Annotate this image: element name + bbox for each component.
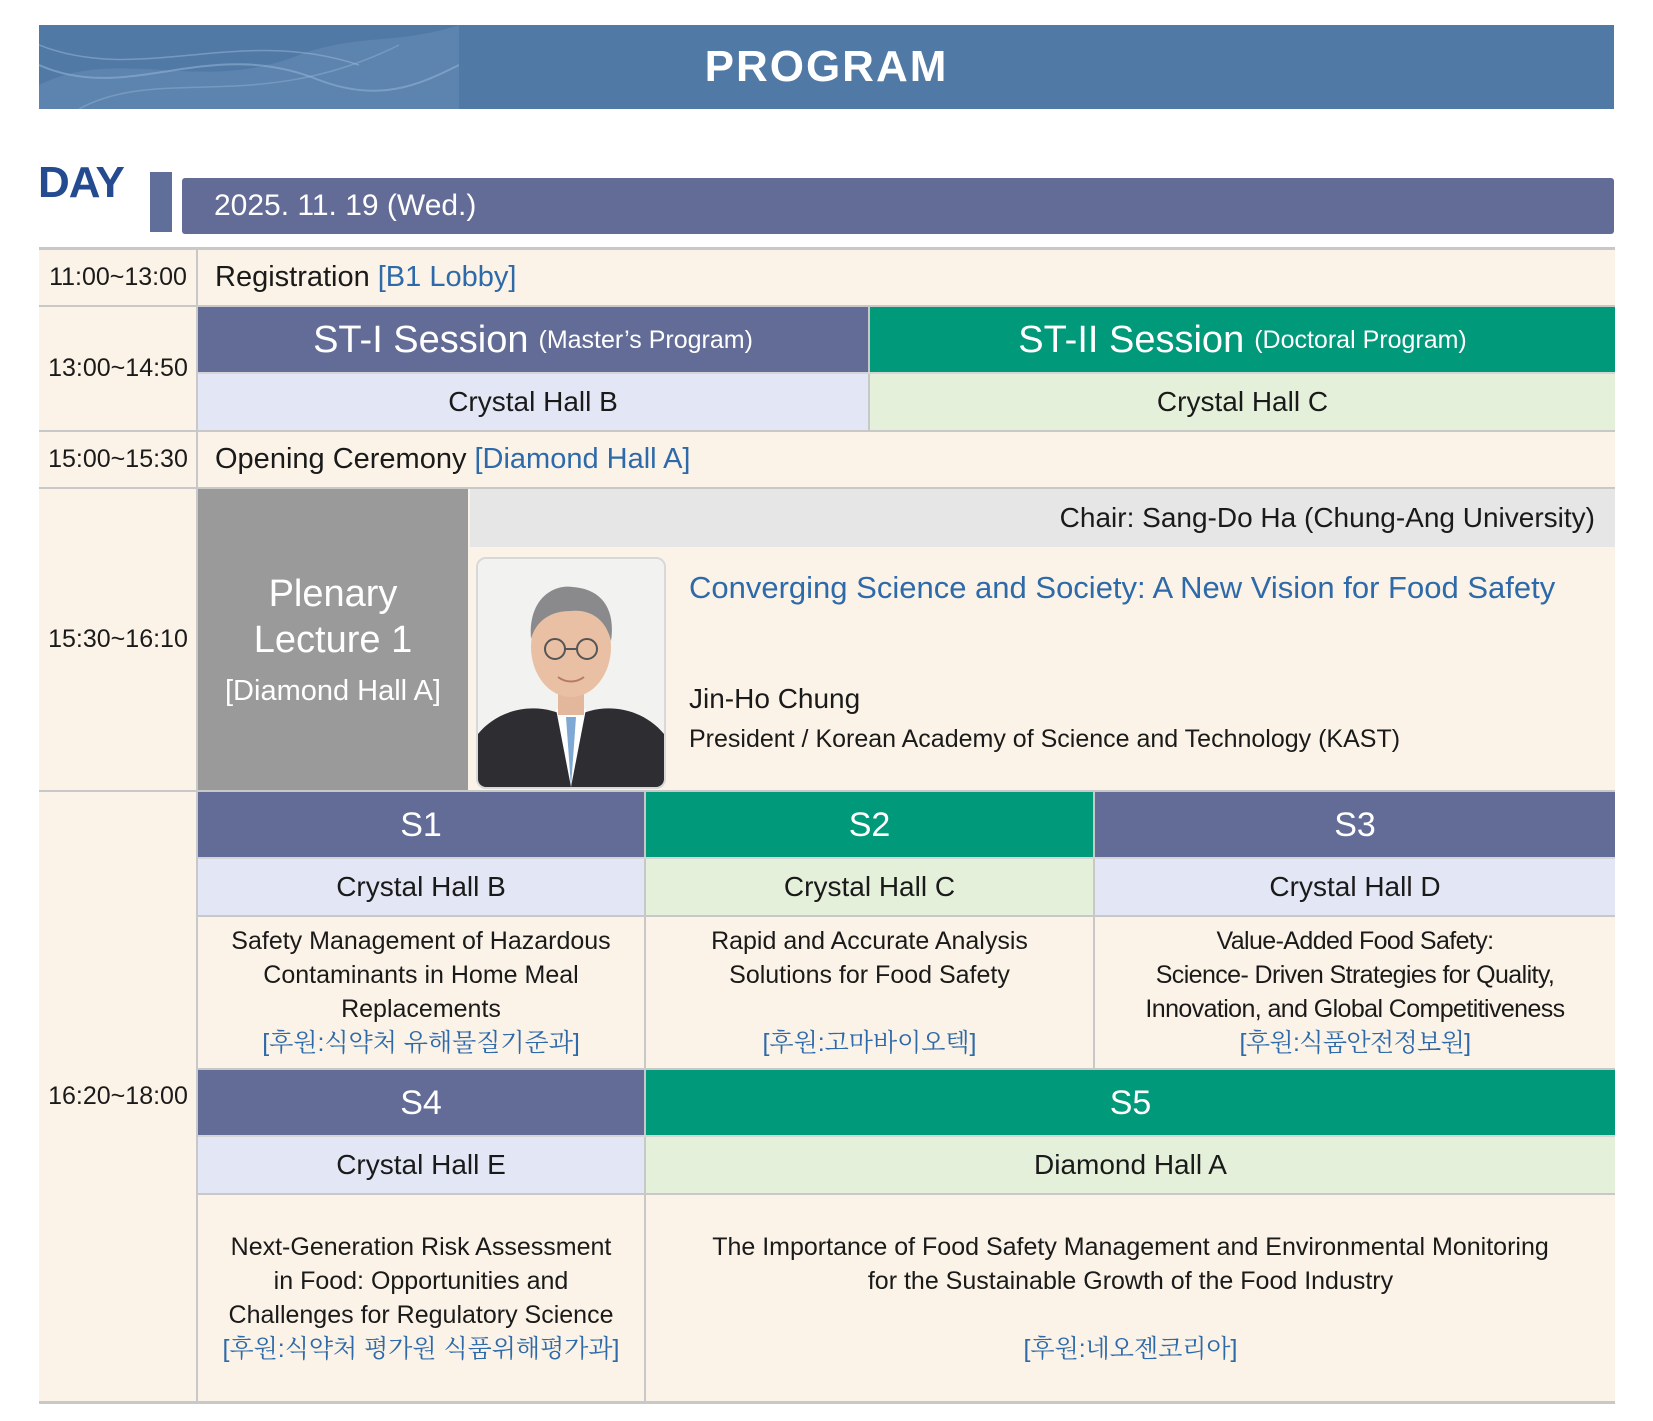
st1-subtitle: (Master’s Program) <box>538 325 753 354</box>
lecture-title: Converging Science and Society: A New Vision for Food Safety <box>689 570 1556 605</box>
st2-subtitle: (Doctoral Program) <box>1254 325 1467 354</box>
program-table <box>39 247 1615 1404</box>
s2-sponsor: [후원:고마바이오텍] <box>762 1029 977 1057</box>
s3-topic-line1: Value-Added Food Safety: <box>1216 927 1494 955</box>
date-bar: 2025. 11. 19 (Wed.) <box>182 178 1614 234</box>
opening-location: [Diamond Hall A] <box>474 443 691 475</box>
s4-topic-line2: in Food: Opportunities and <box>273 1267 569 1295</box>
time-plenary: 15:30~16:10 <box>48 624 188 653</box>
speaker-photo <box>476 557 666 789</box>
speaker-portrait-icon <box>478 559 664 787</box>
s1-topic-line1: Safety Management of Hazardous <box>231 927 611 955</box>
st-divider <box>868 307 870 430</box>
day-number-serif <box>150 172 162 182</box>
s2-topic <box>646 916 1093 1068</box>
s2-room: Crystal Hall C <box>646 858 1093 916</box>
program-banner <box>39 25 1614 109</box>
s4-room: Crystal Hall E <box>198 1136 644 1194</box>
s3-topic <box>1095 916 1615 1068</box>
s5-topic-line2: for the Sustainable Growth of the Food Industry <box>867 1267 1394 1295</box>
s1-topic <box>198 916 644 1068</box>
st1-room: Crystal Hall B <box>198 373 868 430</box>
day-label: DAY <box>38 158 124 207</box>
s1-sponsor: [후원:식약처 유해물질기준과] <box>262 1029 580 1057</box>
plenary-label-line1: Plenary <box>268 573 398 615</box>
time-registration: 11:00~13:00 <box>49 263 187 291</box>
registration-row <box>215 250 516 305</box>
plenary-chair: Chair: Sang-Do Ha (Chung-Ang University) <box>470 489 1615 547</box>
s-subdivider <box>198 915 1615 917</box>
s5-topic <box>646 1195 1615 1401</box>
s-divider-2 <box>1093 792 1095 1070</box>
s4-topic-line3: Challenges for Regulatory Science <box>228 1301 614 1329</box>
st1-session-header <box>198 307 868 373</box>
s4-header: S4 <box>198 1070 644 1136</box>
s4-topic <box>198 1195 644 1401</box>
s4-topic-line1: Next-Generation Risk Assessment <box>230 1233 612 1261</box>
s1-topic-line2: Contaminants in Home Meal <box>263 961 579 989</box>
speaker-name: Jin-Ho Chung <box>689 683 861 714</box>
s5-sponsor: [후원:네오젠코리아] <box>1023 1335 1238 1363</box>
s3-header: S3 <box>1095 792 1615 858</box>
registration-location: [B1 Lobby] <box>377 261 517 293</box>
st2-title: ST-II Session <box>1018 318 1245 361</box>
s-subdivider <box>198 1135 1615 1137</box>
s2-topic-line2: Solutions for Food Safety <box>729 961 1010 989</box>
s3-topic-line3: Innovation, and Global Competitiveness <box>1145 995 1565 1023</box>
st2-room: Crystal Hall C <box>870 373 1615 430</box>
s5-header: S5 <box>646 1070 1615 1136</box>
s5-topic-line1: The Importance of Food Safety Management and Environmental Monitoring <box>712 1233 1549 1261</box>
plenary-location: [Diamond Hall A] <box>225 675 441 707</box>
s4-sponsor: [후원:식약처 평가원 식품위해평가과] <box>222 1335 620 1363</box>
s5-room: Diamond Hall A <box>646 1136 1615 1194</box>
st1-title: ST-I Session <box>313 318 529 361</box>
time-parallel: 16:20~18:00 <box>48 1082 188 1110</box>
s2-topic-line1: Rapid and Accurate Analysis <box>711 927 1028 955</box>
page-title: PROGRAM <box>704 42 949 91</box>
s3-sponsor: [후원:식품안전정보원] <box>1239 1029 1471 1057</box>
s-subdivider <box>198 857 1615 859</box>
time-opening: 15:00~15:30 <box>48 445 188 473</box>
plenary-label-box <box>198 489 468 790</box>
registration-title: Registration <box>215 261 370 293</box>
s1-room: Crystal Hall B <box>198 858 644 916</box>
opening-title: Opening Ceremony <box>215 443 467 475</box>
plenary-label-line2: Lecture 1 <box>253 619 413 661</box>
s2-header: S2 <box>646 792 1093 858</box>
s3-topic-line2: Science- Driven Strategies for Quality, <box>1155 961 1555 989</box>
opening-row <box>215 432 690 487</box>
s1-topic-line3: Replacements <box>341 995 501 1023</box>
st2-session-header <box>870 307 1615 373</box>
time-st-sessions: 13:00~14:50 <box>48 354 188 382</box>
st-subdivider <box>198 372 1615 374</box>
speaker-affiliation: President / Korean Academy of Science and Technology (KAST) <box>689 725 1401 753</box>
s1-header: S1 <box>198 792 644 858</box>
s3-room: Crystal Hall D <box>1095 858 1615 916</box>
